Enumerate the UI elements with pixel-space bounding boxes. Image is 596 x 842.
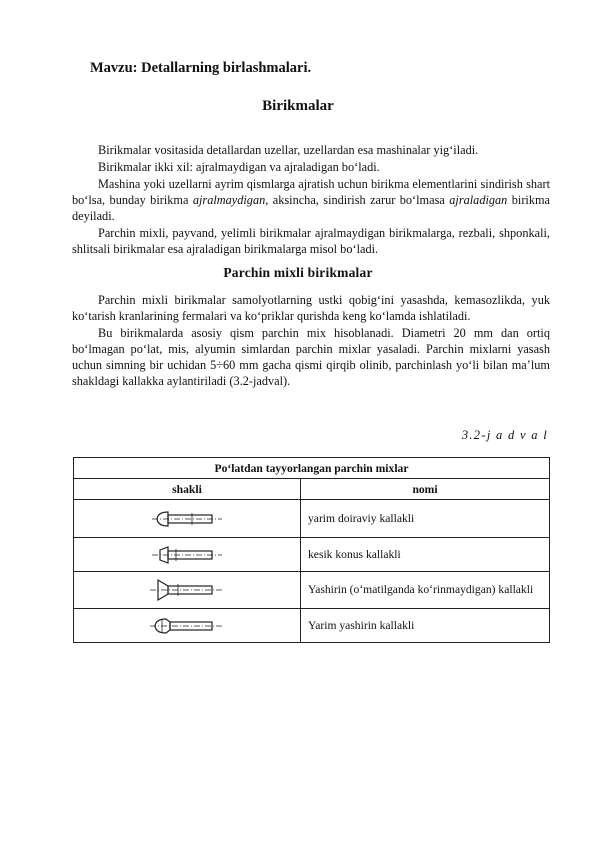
- table-row: [74, 500, 550, 538]
- countersunk-rivet-icon: [144, 577, 230, 603]
- rivet-paragraph-1: Parchin mixli birikmalar samolyotlarning ustki qobig‘ini yasashda, kemasozlikda, yuk ko‘tarish kranlarining fermalari va ko‘priklar qurishda keng ko‘lamda ishlatiladi.: [72, 293, 550, 323]
- rivet-name: yarim doiraviy kallakli: [301, 500, 550, 538]
- cone-head-rivet-icon: [144, 544, 230, 566]
- table-label: 3.2-j a d v a l: [461, 428, 548, 442]
- rivet-paragraph-2: Bu birikmalarda asosiy qism parchin mix hisoblanadi. Diametri 20 mm dan ortiq bo‘lmagan po‘lat, mis, alyumin simlardan parchin mixlar yasaladi. Parchin mixlarni yasash uchun simning bir uchidan 5÷60 mm gacha qismi qirqib olinib, parchinlash yo‘li bilan ma’lum shakldagi kallakka aylantiriladi (3.2-jadval).: [72, 326, 550, 388]
- intro-paragraph-4: Parchin mixli, payvand, yelimli birikmalar ajralmaydigan birikmalarga, rezbali, shponkali, shlitsali birikmalar esa ajraladigan birikmalarga misol bo‘ladi.: [72, 226, 550, 256]
- intro-text-block: [72, 142, 550, 257]
- column-header-name: nomi: [301, 479, 550, 500]
- shape-cell: [74, 609, 301, 643]
- rivet-table: [73, 457, 550, 643]
- intro-paragraph-2: Birikmalar ikki xil: ajralmaydigan va ajraladigan bo‘ladi.: [98, 160, 380, 174]
- term-ajralmaydigan: ajralmaydigan: [192, 193, 266, 207]
- rivet-name: Yashirin (o‘matilganda ko‘rinmaydigan) kallakli: [301, 572, 550, 609]
- rivet-name: kesik konus kallakli: [301, 538, 550, 572]
- column-header-shape: shakli: [74, 479, 301, 500]
- table-row: [74, 609, 550, 643]
- intro-paragraph-3: [72, 176, 550, 224]
- rivet-name: Yarim yashirin kallakli: [301, 609, 550, 643]
- shape-cell: [74, 538, 301, 572]
- round-head-rivet-icon: [144, 508, 230, 530]
- intro-p3-part-c: birikma deyiladi.: [72, 193, 550, 223]
- table-row: [74, 538, 550, 572]
- shape-cell: [74, 500, 301, 538]
- table-row: [74, 572, 550, 609]
- intro-paragraph-1: Birikmalar vositasida detallardan uzellar, uzellardan esa mashinalar yig‘iladi.: [98, 143, 479, 157]
- section-title: Birikmalar: [262, 98, 334, 114]
- shape-cell: [74, 572, 301, 609]
- topic-heading: Mavzu: Detallarning birlashmalari.: [90, 60, 312, 76]
- intro-p3-part-a: Mashina yoki uzellarni ayrim qismlarga ajratish uchun birikma elementlarini sindirish shart bo‘lsa, bunday birikma: [72, 177, 550, 207]
- subsection-title: Parchin mixli birikmalar: [223, 265, 373, 280]
- rivet-text-block: [72, 292, 550, 389]
- intro-p3-part-b: , aksincha, sindirish zarur bo‘lmasa: [265, 193, 450, 207]
- term-ajraladigan: ajraladigan: [449, 193, 508, 207]
- table-caption: Po‘latdan tayyorlangan parchin mixlar: [74, 458, 550, 479]
- semi-countersunk-rivet-icon: [144, 615, 230, 637]
